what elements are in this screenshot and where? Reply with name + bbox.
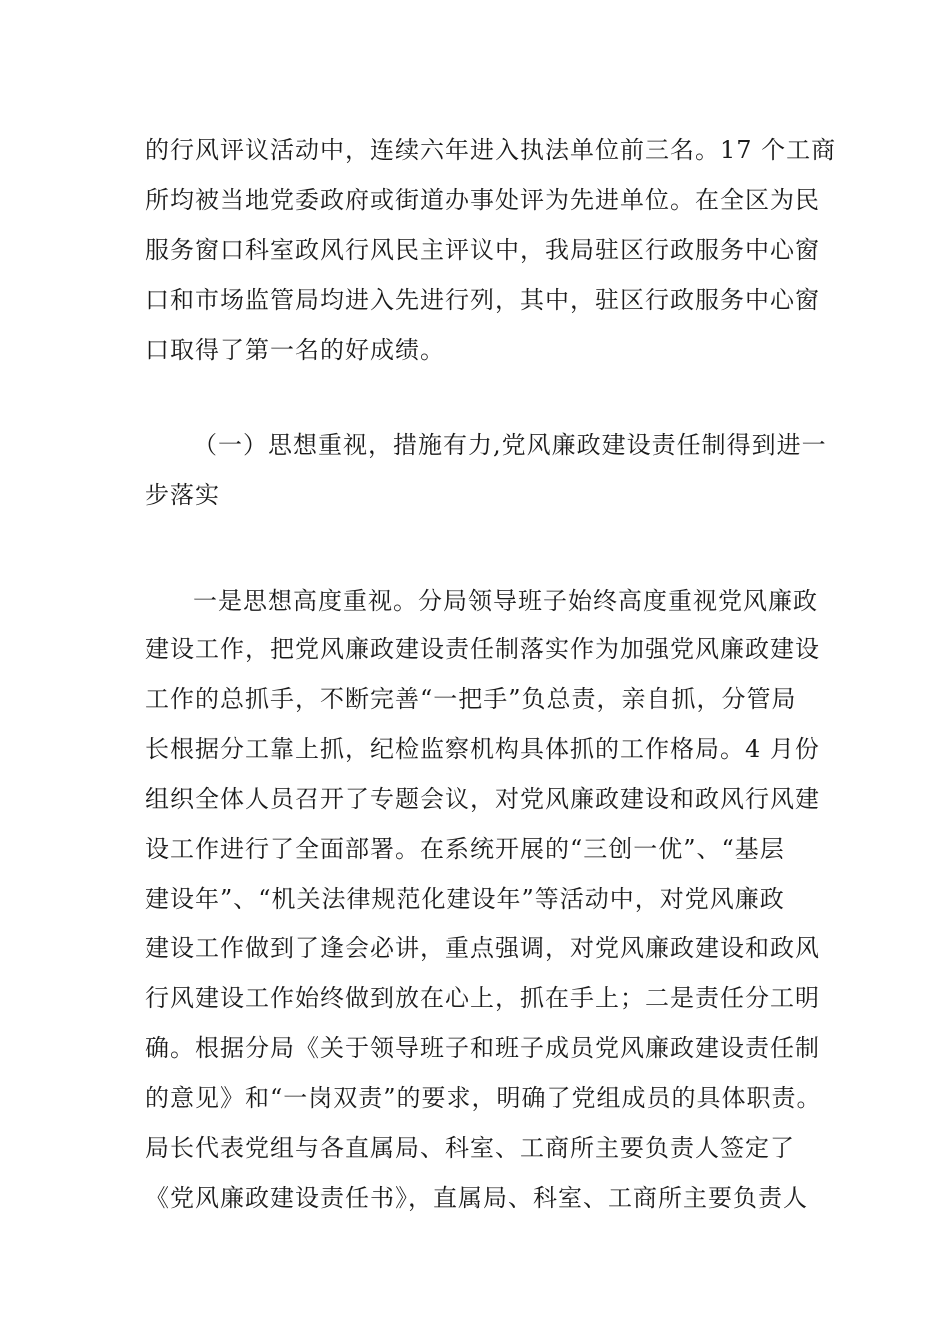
text-line: 建设年”、“机关法律规范化建设年”等活动中，对党风廉政 [145,885,785,913]
text-line: 长根据分工靠上抓，纪检监察机构具体抓的工作格局。4 月份 [145,735,820,763]
text-line: 设工作进行了全面部署。在系统开展的“三创一优”、“基层 [145,835,785,863]
text-line: 局长代表党组与各直属局、科室、工商所主要负责人签定了 [145,1134,795,1162]
text-line: 的行风评议活动中，连续六年进入执法单位前三名。17 个工商 [145,136,837,164]
text-line: 一是思想高度重视。分局领导班子始终高度重视党风廉政 [193,587,818,615]
text-line: 服务窗口科室政风行风民主评议中，我局驻区行政服务中心窗 [145,236,820,264]
text-line: 口取得了第一名的好成绩。 [145,336,445,364]
heading-line: （一）思想重视，措施有力,党风廉政建设责任制得到进一 [193,431,827,459]
text-line: 组织全体人员召开了专题会议，对党风廉政建设和政风行风建 [145,785,820,813]
text-line: 建设工作做到了逢会必讲，重点强调，对党风廉政建设和政风 [145,934,820,962]
text-line: 工作的总抓手，不断完善“一把手”负总责，亲自抓，分管局 [145,685,797,713]
text-line: 确。根据分局《关于领导班子和班子成员党风廉政建设责任制 [145,1034,820,1062]
text-line: 口和市场监管局均进入先进行列，其中，驻区行政服务中心窗 [145,286,820,314]
heading-line: 步落实 [145,481,220,509]
text-line: 建设工作，把党风廉政建设责任制落实作为加强党风廉政建设 [145,635,820,663]
text-line: 行风建设工作始终做到放在心上，抓在手上；二是责任分工明 [145,984,820,1012]
text-line: 所均被当地党委政府或街道办事处评为先进单位。在全区为民 [145,186,820,214]
text-line: 《党风廉政建设责任书》，直属局、科室、工商所主要负责人 [145,1184,808,1212]
text-line: 的意见》和“一岗双责”的要求，明确了党组成员的具体职责。 [145,1084,822,1112]
